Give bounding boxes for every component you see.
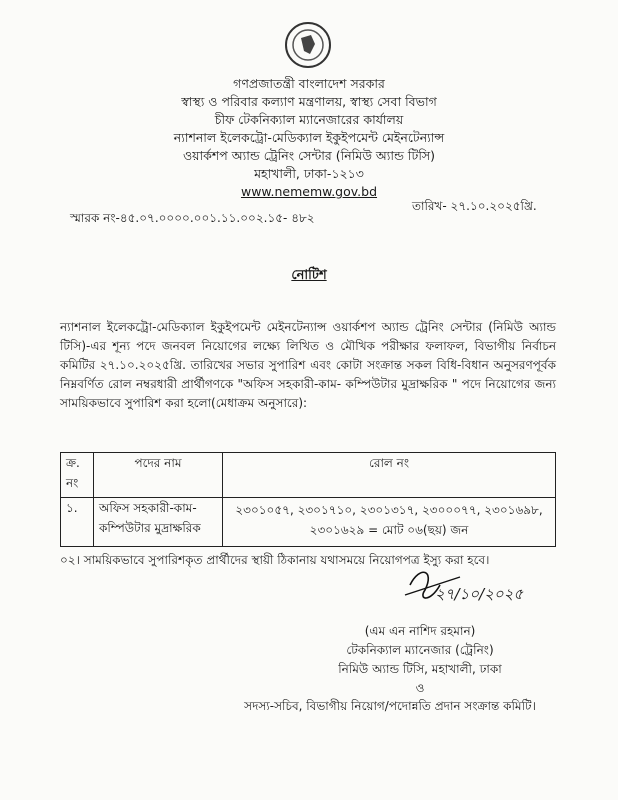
letterhead-line: স্বাস্থ্য ও পরিবার কল্যাণ মন্ত্রণালয়, স্বাস্থ্য সেবা বিভাগ	[181, 94, 437, 109]
header-serial: ক্র. নং	[61, 453, 94, 498]
letterhead-line: চীফ টেকনিক্যাল ম্যানেজারের কার্যালয়	[214, 112, 404, 127]
signatory-office: নিমিউ অ্যান্ড টিসি, মহাখালী, ঢাকা	[338, 662, 502, 676]
letterhead-line: ওয়ার্কশপ অ্যান্ড ট্রেনিং সেন্টার (নিমিউ অ্যান্ড টিসি)	[182, 148, 436, 163]
letterhead-line: মহাখালী, ঢাকা-১২১৩	[254, 166, 364, 181]
date: তারিখ- ২৭.১০.২০২৫খ্রি.	[412, 199, 537, 213]
signatory-and: ও	[415, 681, 425, 695]
letterhead-line: ন্যাশনাল ইলেকট্রো-মেডিক্যাল ইকুইপমেন্ট মেইনটেন্যান্স	[173, 130, 445, 145]
signature-block	[300, 622, 540, 698]
recommendation-table	[60, 452, 556, 547]
letterhead	[0, 75, 618, 201]
header-roll: রোল নং	[223, 453, 556, 498]
table-row	[61, 498, 556, 547]
memo-number: স্মারক নং-৪৫.০৭.০০০০.০০১.১১.০০২.১৫- ৪৮২	[70, 211, 315, 225]
cell-post: অফিস সহকারী-কাম- কম্পিউটার মুদ্রাক্ষরিক	[94, 498, 223, 547]
notice-body: ন্যাশনাল ইলেকট্রো-মেডিক্যাল ইকুইপমেন্ট মেইনটেন্যান্স ওয়ার্কশপ অ্যান্ড ট্রেনিং সেন্টার (নিমিউ অ্যান্ড টিসি)-এর শূন্য পদে জনবল নিয়োগের লক্ষ্যে লিখিত ও মৌখিক পরীক্ষার ফলাফল, বিভাগীয় নির্বাচন কমিটির ২৭.১০.২০২৫খ্রি. তারিখের সভার সুপারিশ এবং কোটা সংক্রান্ত সকল বিধি-বিধান অনুসরণপূর্বক নিম্নবর্ণিত রোল নম্বরধারী প্রার্থীগণকে "অফিস সহকারী-কাম- কম্পিউটার মুদ্রাক্ষরিক " পদে নিয়োগের জন্য সাময়িকভাবে সুপারিশ করা হলো(মেধাক্রম অনুসারে):	[60, 320, 556, 410]
signature-date: ২৭/১০/২০২৫	[435, 585, 524, 603]
notice-title: নোটিশ	[291, 268, 327, 283]
paragraph-2: ০২। সাময়িকভাবে সুপারিশকৃত প্রার্থীদের স্থায়ী ঠিকানায় যথাসময়ে নিয়োগপত্র ইস্যু করা হবে।	[60, 553, 490, 567]
cell-serial: ১.	[61, 498, 94, 547]
letterhead-line: গণপ্রজাতন্ত্রী বাংলাদেশ সরকার	[233, 76, 385, 91]
signatory-committee-role: সদস্য-সচিব, বিভাগীয় নিয়োগ/পদোন্নতি প্রদান সংক্রান্ত কমিটি।	[244, 699, 536, 713]
signature	[400, 565, 540, 620]
website-link[interactable]: www.nememw.gov.bd	[240, 184, 378, 199]
header-post: পদের নাম	[94, 453, 223, 498]
signatory-title: টেকনিক্যাল ম্যানেজার (ট্রেনিং)	[346, 643, 494, 657]
cell-rolls: ২৩০১০৫৭, ২৩০১৭১০, ২৩০১৩১৭, ২৩০০০৭৭, ২৩০১৬৯৮, ২৩০১৬২৯ = মোট ০৬(ছয়) জন	[223, 498, 556, 547]
government-emblem	[283, 18, 333, 72]
signatory-name: (এম এন নাশিদ রহমান)	[364, 624, 476, 638]
